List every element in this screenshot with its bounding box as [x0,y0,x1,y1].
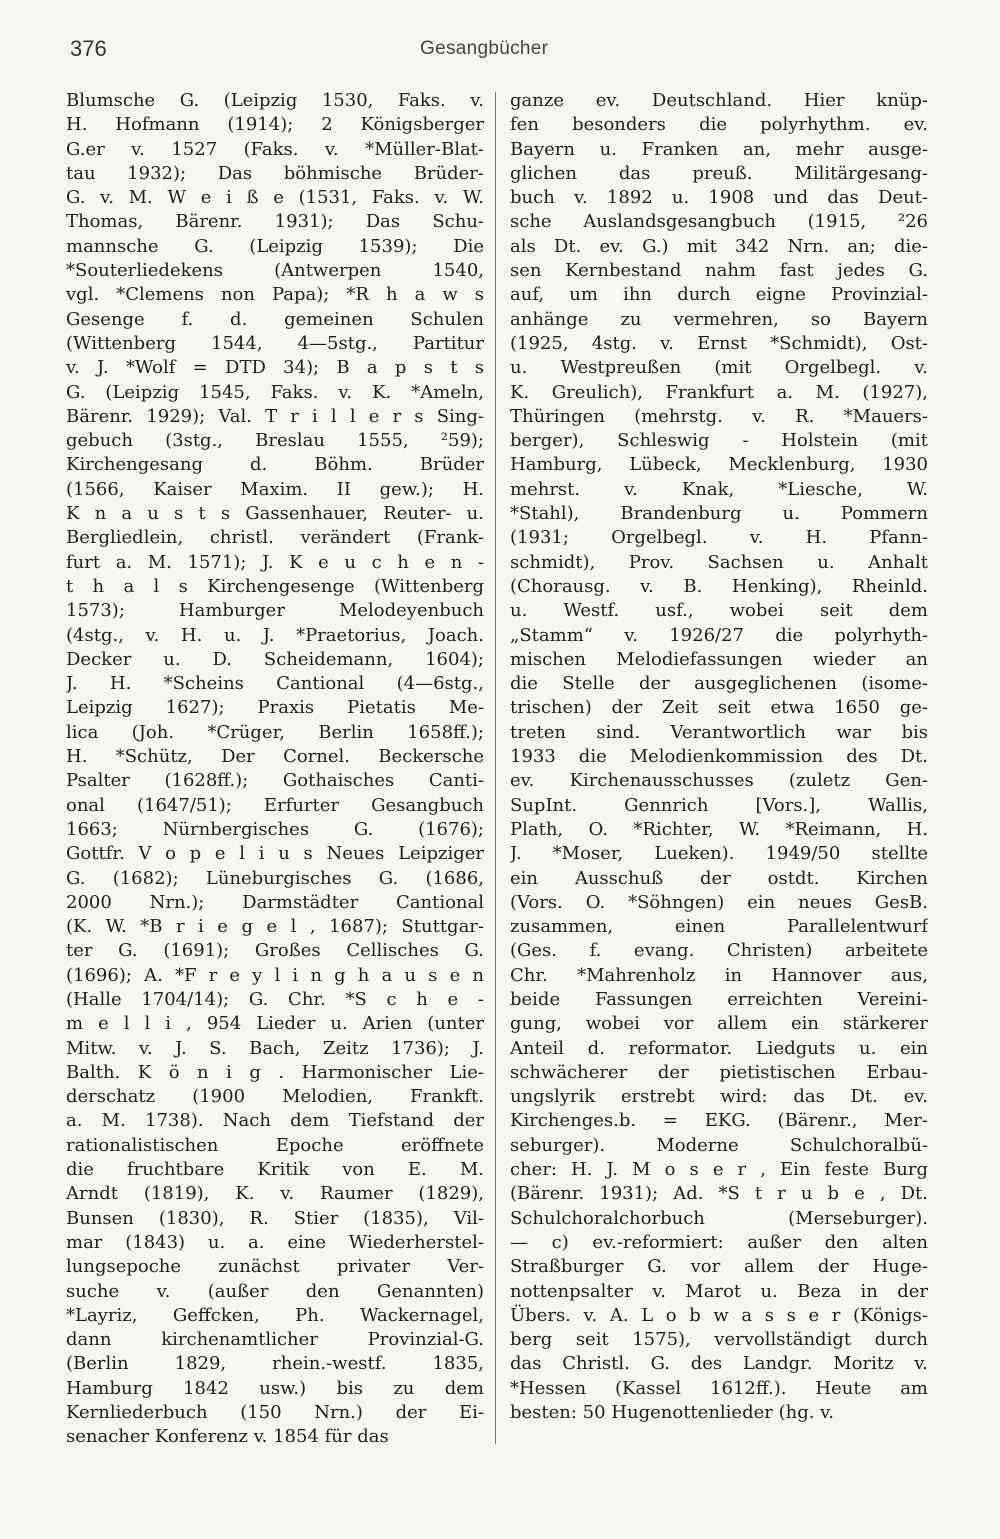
text-line: Kirchenges.b. = EKG. (Bärenr., Mer- [510,1110,928,1132]
text-line: Bayern u. Franken an, mehr ausge- [510,138,928,160]
text-line: gebuch (3stg., Breslau 1555, ²59); [66,430,484,452]
text-line: Balth. K ö n i g . Harmonischer Lie- [66,1061,484,1083]
text-line: (Bärenr. 1931); Ad. *S t r u b e , Dt. [510,1183,928,1205]
text-line: treten sind. Verantwortlich war bis [510,721,928,743]
text-line: H. Hofmann (1914); 2 Königsberger [66,114,484,136]
text-line: seburger). Moderne Schulchoralbü- [510,1134,928,1156]
text-line: cher: H. J. M o s e r , Ein feste Burg [510,1159,928,1181]
text-line: Schulchoralchorbuch (Merseburger). [510,1207,928,1229]
text-line: derschatz (1900 Melodien, Frankft. [66,1086,484,1108]
column-divider [495,92,496,1444]
text-line: onal (1647/51); Erfurter Gesangbuch [66,794,484,816]
text-line: (Chorausg. v. B. Henking), Rheinld. [510,575,928,597]
text-line: trischen) der Zeit seit etwa 1650 ge- [510,697,928,719]
text-line: SupInt. Gennrich [Vors.], Wallis, [510,794,928,816]
running-head: Gesangbücher [420,38,549,59]
text-line: Decker u. D. Scheidemann, 1604); [66,648,484,670]
text-line: tau 1932); Das böhmische Brüder- [66,162,484,184]
text-line: 1933 die Melodienkommission des Dt. [510,746,928,768]
text-line: Plath, O. *Richter, W. *Reimann, H. [510,818,928,840]
text-line: glichen das preuß. Militärgesang- [510,162,928,184]
text-line: rationalistischen Epoche eröffnete [66,1134,484,1156]
text-line: (Halle 1704/14); G. Chr. *S c h e - [66,988,484,1010]
text-line: (Berlin 1829, rhein.-westf. 1835, [66,1353,484,1375]
text-line: a. M. 1738). Nach dem Tiefstand der [66,1110,484,1132]
left-column [66,89,484,1450]
text-line: G. v. M. W e i ß e (1531, Faks. v. W. [66,187,484,209]
text-line: v. J. *Wolf = DTD 34); B a p s t s [66,357,484,379]
text-line: (1931; Orgelbegl. v. H. Pfann- [510,527,928,549]
text-line: schwächerer der pietistischen Erbau- [510,1061,928,1083]
text-line: u. Westf. usf., wobei seit dem [510,600,928,622]
text-line: J. H. *Scheins Cantional (4—6stg., [66,673,484,695]
text-line: gung, wobei vor allem ein stärkerer [510,1013,928,1035]
text-line: 1663; Nürnbergisches G. (1676); [66,818,484,840]
text-line: fen besonders die polyrhythm. ev. [510,114,928,136]
text-line: Thomas, Bärenr. 1931); Das Schu- [66,211,484,233]
text-line: vgl. *Clemens non Papa); *R h a w s [66,284,484,306]
text-line: *Stahl), Brandenburg u. Pommern [510,503,928,525]
text-line: K n a u s t s Gassenhauer, Reuter- u. [66,503,484,525]
text-line: mar (1843) u. a. eine Wiederherstel- [66,1231,484,1253]
text-line: (1696); A. *F r e y l i n g h a u s e n [66,964,484,986]
text-line: senacher Konferenz v. 1854 für das [66,1426,389,1448]
text-line: ev. Kirchenausschusses (zuletz Gen- [510,770,928,792]
text-line: t h a l s Kirchengesenge (Wittenberg [66,575,484,597]
text-line: G.er v. 1527 (Faks. v. *Müller-Blat- [66,138,484,160]
text-line: ungslyrik erstrebt wird: das Dt. ev. [510,1086,928,1108]
text-line: anhänge zu vermehren, so Bayern [510,308,928,330]
text-line: Psalter (1628ff.); Gothaisches Canti- [66,770,484,792]
text-line: Kirchengesang d. Böhm. Brüder [66,454,484,476]
text-line: *Souterliedekens (Antwerpen 1540, [66,260,484,282]
text-line: buch v. 1892 u. 1908 und das Deut- [510,187,928,209]
text-line: (1566, Kaiser Maxim. II gew.); H. [66,478,484,500]
text-line: Gottfr. V o p e l i u s Neues Leipziger [66,843,484,865]
text-line: Kernliederbuch (150 Nrn.) der Ei- [66,1402,484,1424]
text-line: Übers. v. A. L o b w a s s e r (Königs- [510,1304,928,1326]
text-line: die fruchtbare Kritik von E. M. [66,1159,484,1181]
text-line: dann kirchenamtlicher Provinzial-G. [66,1329,484,1351]
text-line: Blumsche G. (Leipzig 1530, Faks. v. [66,90,484,111]
text-line: Thüringen (mehrstg. v. R. *Mauers- [510,405,928,427]
text-line: G. (1682); Lüneburgisches G. (1686, [66,867,484,889]
text-line: die Stelle der ausgeglichenen (isome- [510,673,928,695]
text-line: besten: 50 Hugenottenlieder (hg. v. [510,1402,834,1424]
text-line: furt a. M. 1571); J. K e u c h e n - [66,551,484,573]
text-line: das Christl. G. des Landgr. Moritz v. [510,1353,928,1375]
text-line: *Hessen (Kassel 1612ff.). Heute am [510,1377,928,1399]
text-line: Hamburg, Lübeck, Mecklenburg, 1930 [510,454,928,476]
text-line: Gesenge f. d. gemeinen Schulen [66,308,484,330]
text-line: Bergliedlein, christl. verändert (Frank- [66,527,484,549]
text-line: (Vors. O. *Söhngen) ein neues GesB. [510,891,928,913]
text-line: (Wittenberg 1544, 4—5stg., Partitur [66,332,484,354]
text-line: H. *Schütz, Der Cornel. Beckersche [66,746,484,768]
text-line: J. *Moser, Lueken). 1949/50 stellte [510,843,928,865]
text-line: ganze ev. Deutschland. Hier knüp- [510,90,928,111]
text-line: sche Auslandsgesangbuch (1915, ²26 [510,211,928,233]
text-line: (Ges. f. evang. Christen) arbeitete [510,940,928,962]
text-line: mannsche G. (Leipzig 1539); Die [66,235,484,257]
text-line: K. Greulich), Frankfurt a. M. (1927), [510,381,928,403]
text-line: auf, um ihn durch eigne Provinzial- [510,284,928,306]
text-line: zusammen, einen Parallelentwurf [510,916,928,938]
text-line: mischen Melodiefassungen wieder an [510,648,928,670]
text-line: Bärenr. 1929); Val. T r i l l e r s Sing- [66,405,484,427]
text-line: (K. W. *B r i e g e l , 1687); Stuttgar- [66,916,484,938]
text-line: *Layriz, Geffcken, Ph. Wackernagel, [66,1304,484,1326]
text-line: 1573); Hamburger Melodeyenbuch [66,600,484,622]
text-line: — c) ev.-reformiert: außer den alten [510,1231,928,1253]
text-line: Straßburger G. vor allem der Huge- [510,1256,928,1278]
text-line: schmidt), Prov. Sachsen u. Anhalt [510,551,928,573]
text-line: lungsepoche zunächst privater Ver- [66,1256,484,1278]
text-line: G. (Leipzig 1545, Faks. v. K. *Ameln, [66,381,484,403]
text-line: berger), Schleswig - Holstein (mit [510,430,928,452]
text-line: als Dt. ev. G.) mit 342 Nrn. an; die- [510,235,928,257]
text-line: (1925, 4stg. v. Ernst *Schmidt), Ost- [510,332,928,354]
text-line: Arndt (1819), K. v. Raumer (1829), [66,1183,484,1205]
text-line: 2000 Nrn.); Darmstädter Cantional [66,891,484,913]
text-line: mehrst. v. Knak, *Liesche, W. [510,478,928,500]
text-line: Anteil d. reformator. Liedguts u. ein [510,1037,928,1059]
text-line: ein Ausschuß der ostdt. Kirchen [510,867,928,889]
text-line: Bunsen (1830), R. Stier (1835), Vil- [66,1207,484,1229]
text-line: nottenpsalter v. Marot u. Beza in der [510,1280,928,1302]
text-line: suche v. (außer den Genannten) [66,1280,484,1302]
text-line: beide Fassungen erreichten Vereini- [510,988,928,1010]
text-line: u. Westpreußen (mit Orgelbegl. v. [510,357,928,379]
text-line: „Stamm“ v. 1926/27 die polyrhyth- [510,624,928,646]
right-column [510,89,928,1425]
text-line: Mitw. v. J. S. Bach, Zeitz 1736); J. [66,1037,484,1059]
text-line: Hamburg 1842 usw.) bis zu dem [66,1377,484,1399]
text-line: berg seit 1575), vervollständigt durch [510,1329,928,1351]
text-line: Leipzig 1627); Praxis Pietatis Me- [66,697,484,719]
text-line: sen Kernbestand nahm fast jedes G. [510,260,928,282]
text-line: ter G. (1691); Großes Cellisches G. [66,940,484,962]
text-line: m e l l i , 954 Lieder u. Arien (unter [66,1013,484,1035]
text-line: (4stg., v. H. u. J. *Praetorius, Joach. [66,624,484,646]
text-line: Chr. *Mahrenholz in Hannover aus, [510,964,928,986]
text-line: lica (Joh. *Crüger, Berlin 1658ff.); [66,721,484,743]
page-number: 376 [70,36,107,61]
